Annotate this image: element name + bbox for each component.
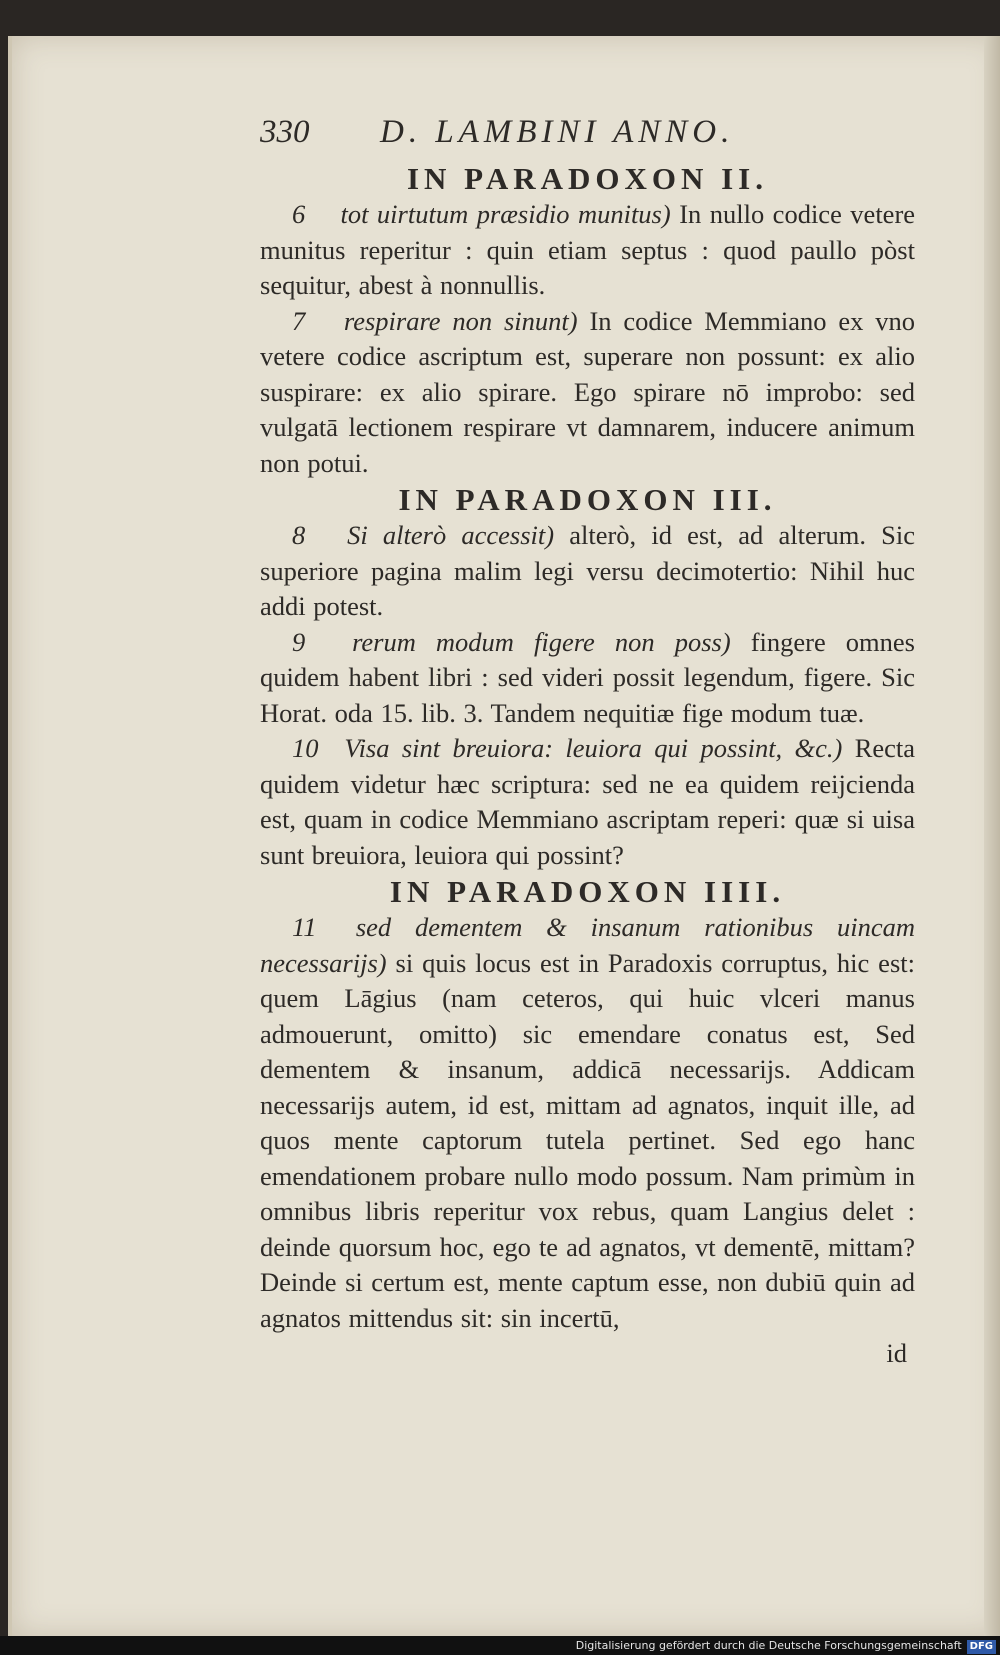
note-text: alterò, id est, ad alterum. Sic superiore pagina malim legi versu decimotertio: Nihil huc addi potest. bbox=[260, 520, 916, 621]
note-text: In codice Memmiano ex vno vetere codice ascriptum est, superare non possunt: ex alio suspirare: ex alio spirare. Ego spirare nō improbo: sed vulgatā lectionem respirare vt damnarem, inducere animum non potui. bbox=[260, 305, 916, 478]
section-heading: IN PARADOXON II. bbox=[406, 161, 768, 196]
note-number: 7 bbox=[292, 305, 306, 336]
note-lemma: rerum modum figere non poss) bbox=[352, 626, 731, 657]
note-lemma: tot uirtutum præsidio munitus) bbox=[340, 199, 671, 229]
note-lemma: sed dementem & insanum rationibus uincam necessarijs) bbox=[260, 912, 915, 978]
note-number: 8 bbox=[292, 520, 306, 550]
note-lemma: respirare non sinunt) bbox=[343, 305, 578, 336]
running-title: D. LAMBINI ANNO. bbox=[380, 114, 735, 150]
running-head bbox=[260, 114, 915, 160]
note-number: 6 bbox=[292, 199, 306, 229]
note-text: si quis locus est in Paradoxis corruptus, hic est: quem Lāgius (nam ceteros, qui huic vlceri manus admouerunt, omitto) sic emendare conatus est, Sed dementem & insanum, addicā necessarijs. Addicam necessarijs autem, id est, mittam ad agnatos, inquit ille, ad quos mente captorum tutela pertinet. Sed ego hanc emendationem probare nullo modo possum. Nam primùm in omnibus libris reperitur vox rebus, quam Langius delet : deinde quorsum hoc, ego te ad agnatos, vt dementē, mittam? Deinde si certum est, mente captum esse, non dubiū quin ad agnatos mittendus sit: sin incertū, bbox=[260, 947, 915, 1333]
page-number: 330 bbox=[260, 114, 310, 150]
dfg-logo-icon: DFG bbox=[967, 1640, 996, 1654]
note-lemma: Visa sint breuiora: leuiora qui possint, &c.) bbox=[344, 733, 843, 763]
note-text: fingere omnes quidem habent libri : sed videri possit legendum, figere. Sic Horat. oda 15. lib. 3. Tandem nequitiæ fige modum tuæ. bbox=[260, 626, 915, 728]
note-text: Recta quidem videtur hæc scriptura: sed ne ea quidem reijcienda est, quam in codice Memmiano ascriptam reperi: quæ si uisa sunt breuiora, leuiora qui possint? bbox=[260, 733, 916, 870]
section-heading: IN PARADOXON IIII. bbox=[389, 874, 786, 909]
note-number: 9 bbox=[292, 626, 306, 657]
note-text: In nullo codice vetere munitus reperitur : quin etiam septus : quod paullo pòst sequitur, abest à nonnullis. bbox=[260, 199, 916, 300]
note-8 bbox=[260, 518, 915, 625]
note-10 bbox=[260, 731, 915, 873]
note-lemma: Si alterò accessit) bbox=[347, 520, 555, 550]
note-7 bbox=[260, 304, 915, 482]
note-number: 10 bbox=[292, 733, 319, 763]
note-11 bbox=[260, 910, 915, 1336]
catchword: id bbox=[886, 1338, 907, 1368]
note-6 bbox=[260, 197, 915, 304]
footer-bar bbox=[0, 1636, 1000, 1655]
page-edge bbox=[984, 36, 1000, 1636]
section-heading: IN PARADOXON III. bbox=[398, 482, 777, 517]
text-block bbox=[260, 114, 915, 1370]
note-number: 11 bbox=[292, 912, 317, 942]
note-9 bbox=[260, 625, 915, 732]
book-page bbox=[8, 36, 1000, 1636]
footer-credit: Digitalisierung gefördert durch die Deutsche Forschungsgemeinschaft bbox=[575, 1639, 962, 1652]
